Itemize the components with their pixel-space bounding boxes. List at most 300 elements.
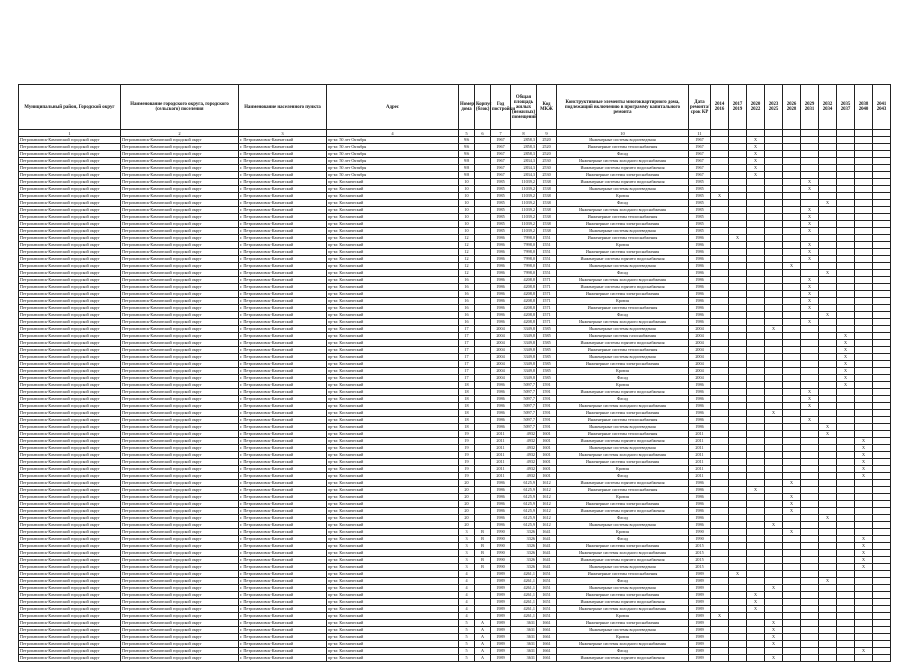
table-cell: 1989 [491, 655, 511, 662]
table-cell [475, 452, 491, 459]
table-cell: пр-кт. Космический [327, 200, 459, 207]
period-cell [765, 536, 783, 543]
period-cell [711, 578, 729, 585]
period-cell [855, 354, 873, 361]
table-cell: Петропавловск-Камчатский городской округ [121, 354, 239, 361]
table-cell: пр-кт. Космический [327, 389, 459, 396]
period-cell [873, 627, 891, 634]
table-cell: 2004 [689, 361, 711, 368]
table-cell: Инженерные системы горячего водоснабжения [557, 179, 689, 186]
period-cell [765, 473, 783, 480]
table-cell: Инженерные системы горячего водоснабжения [557, 284, 689, 291]
column-number [837, 130, 855, 137]
table-cell: г. Петропавловск-Камчатский [239, 599, 327, 606]
period-cell [837, 578, 855, 585]
table-cell [475, 368, 491, 375]
table-cell: Петропавловск-Камчатский городской округ [121, 438, 239, 445]
period-cell [873, 151, 891, 158]
period-cell [765, 333, 783, 340]
table-cell: г. Петропавловск-Камчатский [239, 158, 327, 165]
table-cell: 19 [459, 466, 475, 473]
table-row [19, 494, 891, 501]
table-cell: 1612 [537, 501, 557, 508]
table-cell: 1591 [537, 396, 557, 403]
period-cell [711, 249, 729, 256]
period-cell [855, 249, 873, 256]
period-cell [711, 277, 729, 284]
table-cell: г. Петропавловск-Камчатский [239, 249, 327, 256]
table-cell: 20 [459, 494, 475, 501]
table-cell: 1985 [689, 221, 711, 228]
period-cell [729, 431, 747, 438]
table-cell: 2011 [689, 466, 711, 473]
table-cell: 1967 [689, 158, 711, 165]
period-cell [855, 221, 873, 228]
table-row [19, 319, 891, 326]
period-cell [711, 284, 729, 291]
table-cell: 2011 [689, 438, 711, 445]
table-cell: 18 [459, 403, 475, 410]
period-cell [837, 193, 855, 200]
table-cell: Петропавловск-Камчатский городской округ [121, 543, 239, 550]
table-cell: пр-кт. Космический [327, 333, 459, 340]
period-cell [765, 305, 783, 312]
table-cell: Петропавловск-Камчатский городской округ [19, 333, 121, 340]
period-cell [747, 291, 765, 298]
table-cell: г. Петропавловск-Камчатский [239, 501, 327, 508]
period-cell [711, 368, 729, 375]
table-cell: В [475, 543, 491, 550]
table-cell: 1986 [689, 298, 711, 305]
table-cell: Кровля [557, 382, 689, 389]
table-cell: 3349,8 [511, 333, 537, 340]
table-cell: г. Петропавловск-Камчатский [239, 368, 327, 375]
table-cell: Инженерные системы холодного водоснабжения [557, 158, 689, 165]
period-cell [855, 627, 873, 634]
period-cell [729, 256, 747, 263]
table-cell: 4932 [511, 466, 537, 473]
table-cell: 1986 [689, 312, 711, 319]
period-cell [855, 193, 873, 200]
table-cell: 18 [459, 410, 475, 417]
period-cell: X [747, 487, 765, 494]
period-cell: X [819, 312, 837, 319]
table-cell [475, 172, 491, 179]
period-cell [837, 396, 855, 403]
table-cell: 1967 [491, 151, 511, 158]
period-cell [819, 459, 837, 466]
table-cell [475, 284, 491, 291]
table-cell: В [475, 564, 491, 571]
table-cell: Инженерные системы водоотведения [557, 354, 689, 361]
period-cell [819, 165, 837, 172]
period-cell [837, 151, 855, 158]
period-cell [873, 235, 891, 242]
table-cell: пр-кт. Космический [327, 536, 459, 543]
period-cell: X [747, 158, 765, 165]
table-cell: Петропавловск-Камчатский городской округ [19, 207, 121, 214]
table-cell: 1585 [537, 326, 557, 333]
table-row [19, 515, 891, 522]
table-cell: г. Петропавловск-Камчатский [239, 326, 327, 333]
table-cell: Инженерные системы горячего водоснабжения [557, 438, 689, 445]
table-cell: 20 [459, 501, 475, 508]
table-cell: пр-кт. Космический [327, 417, 459, 424]
table-cell: г. Петропавловск-Камчатский [239, 277, 327, 284]
table-cell: 6125,9 [511, 487, 537, 494]
period-cell [711, 557, 729, 564]
table-cell: 1985 [491, 221, 511, 228]
table-cell: Петропавловск-Камчатский городской округ [121, 578, 239, 585]
table-cell: 2004 [491, 368, 511, 375]
period-cell [729, 550, 747, 557]
table-row [19, 221, 891, 228]
period-cell [873, 641, 891, 648]
table-cell: 1986 [491, 403, 511, 410]
period-cell [747, 207, 765, 214]
table-cell: пр-кт. Космический [327, 207, 459, 214]
table-cell: 5 [459, 627, 475, 634]
period-cell: X [765, 410, 783, 417]
table-cell: 1985 [491, 193, 511, 200]
table-cell: г. Петропавловск-Камчатский [239, 270, 327, 277]
period-cell [729, 347, 747, 354]
table-cell: 3326 [511, 557, 537, 564]
period-cell [873, 620, 891, 627]
period-cell [819, 235, 837, 242]
period-cell [783, 606, 801, 613]
period-cell [801, 543, 819, 550]
table-cell [475, 396, 491, 403]
period-cell [711, 599, 729, 606]
period-cell [873, 599, 891, 606]
table-cell: Инженерные системы холодного водоснабжения [557, 319, 689, 326]
table-cell: г. Петропавловск-Камчатский [239, 242, 327, 249]
table-row [19, 368, 891, 375]
table-cell: 1967 [491, 172, 511, 179]
period-cell [855, 655, 873, 662]
table-cell: 1661 [537, 620, 557, 627]
period-cell [783, 186, 801, 193]
period-cell [747, 214, 765, 221]
table-cell: 1641 [537, 557, 557, 564]
table-cell: Петропавловск-Камчатский городской округ [19, 543, 121, 550]
period-cell [819, 179, 837, 186]
table-cell: пр-кт. 50 лет Октября [327, 172, 459, 179]
column-header: 2023 2025 [765, 85, 783, 130]
period-cell [783, 627, 801, 634]
table-cell: Петропавловск-Камчатский городской округ [19, 648, 121, 655]
period-cell [711, 487, 729, 494]
table-cell: 1986 [491, 410, 511, 417]
table-cell [475, 445, 491, 452]
period-cell [747, 438, 765, 445]
table-row [19, 291, 891, 298]
table-cell: Петропавловск-Камчатский городской округ [19, 186, 121, 193]
period-cell: X [819, 424, 837, 431]
period-cell [819, 473, 837, 480]
table-cell: 2011 [491, 473, 511, 480]
period-cell [837, 326, 855, 333]
table-row [19, 522, 891, 529]
table-cell: Инженерные системы электроснабжения [557, 249, 689, 256]
table-cell: 16 [459, 319, 475, 326]
period-cell [729, 438, 747, 445]
table-cell: пр-кт. Космический [327, 599, 459, 606]
table-cell: 1538 [537, 186, 557, 193]
table-cell: пр-кт. Космический [327, 522, 459, 529]
table-cell: Петропавловск-Камчатский городской округ [19, 571, 121, 578]
period-cell [783, 214, 801, 221]
period-cell [837, 270, 855, 277]
table-cell: Инженерные системы водоотведения [557, 186, 689, 193]
table-cell: 1538 [537, 214, 557, 221]
table-row [19, 207, 891, 214]
table-cell: пр-кт. Космический [327, 354, 459, 361]
table-cell: 2004 [689, 375, 711, 382]
period-cell [711, 641, 729, 648]
period-cell [837, 508, 855, 515]
table-cell: 4208,8 [511, 312, 537, 319]
table-cell: 16 [459, 312, 475, 319]
table-cell: Петропавловск-Камчатский городской округ [121, 228, 239, 235]
period-cell [711, 179, 729, 186]
period-cell [765, 438, 783, 445]
period-cell [837, 235, 855, 242]
table-cell: 1985 [689, 200, 711, 207]
period-cell [873, 550, 891, 557]
period-cell [801, 522, 819, 529]
period-cell: X [837, 333, 855, 340]
table-cell: 12 [459, 242, 475, 249]
period-cell [819, 221, 837, 228]
period-cell [801, 452, 819, 459]
table-row [19, 606, 891, 613]
table-cell: Петропавловск-Камчатский городской округ [121, 186, 239, 193]
period-cell [729, 200, 747, 207]
table-row [19, 417, 891, 424]
table-row [19, 228, 891, 235]
table-cell: 1986 [491, 263, 511, 270]
table-cell: 1985 [491, 200, 511, 207]
period-cell: X [801, 228, 819, 235]
table-cell [475, 263, 491, 270]
table-cell: 2004 [491, 347, 511, 354]
period-cell [801, 144, 819, 151]
period-cell [783, 543, 801, 550]
period-cell [747, 634, 765, 641]
period-cell [711, 424, 729, 431]
table-cell: Петропавловск-Камчатский городской округ [19, 641, 121, 648]
table-cell: 3631 [511, 634, 537, 641]
table-cell: 2858,3 [511, 144, 537, 151]
period-cell [747, 312, 765, 319]
table-cell: 11039,2 [511, 207, 537, 214]
period-cell [747, 648, 765, 655]
period-cell [729, 396, 747, 403]
table-cell: пр-кт. Космический [327, 459, 459, 466]
table-cell: Петропавловск-Камчатский городской округ [19, 228, 121, 235]
table-cell: Петропавловск-Камчатский городской округ [121, 529, 239, 536]
table-cell: 5 [459, 655, 475, 662]
period-cell [855, 494, 873, 501]
period-cell [819, 354, 837, 361]
period-cell [783, 361, 801, 368]
table-cell: 1985 [689, 179, 711, 186]
table-cell: 4261,1 [511, 571, 537, 578]
period-cell [711, 228, 729, 235]
period-cell [837, 522, 855, 529]
table-cell: 1986 [689, 389, 711, 396]
table-cell: г. Петропавловск-Камчатский [239, 235, 327, 242]
table-cell: пр-кт. Космический [327, 550, 459, 557]
table-cell: 11039,2 [511, 228, 537, 235]
period-cell [711, 340, 729, 347]
table-cell: пр-кт. Космический [327, 242, 459, 249]
table-cell: 2015 [689, 564, 711, 571]
table-row [19, 459, 891, 466]
column-number [783, 130, 801, 137]
period-cell [837, 487, 855, 494]
table-cell: 1571 [537, 312, 557, 319]
table-row [19, 452, 891, 459]
table-cell: Петропавловск-Камчатский городской округ [19, 550, 121, 557]
table-cell: Кровля [557, 466, 689, 473]
table-cell: пр-кт. Космический [327, 431, 459, 438]
table-row [19, 396, 891, 403]
table-row [19, 487, 891, 494]
table-cell: 1989 [491, 599, 511, 606]
period-cell [783, 340, 801, 347]
table-cell: Петропавловск-Камчатский городской округ [19, 487, 121, 494]
period-cell [783, 417, 801, 424]
period-cell [783, 452, 801, 459]
table-cell: г. Петропавловск-Камчатский [239, 613, 327, 620]
period-cell [747, 452, 765, 459]
table-cell: пр-кт. Космический [327, 382, 459, 389]
table-row [19, 200, 891, 207]
table-cell: 1986 [491, 424, 511, 431]
table-cell: 2520 [537, 151, 557, 158]
period-cell [747, 375, 765, 382]
period-cell [711, 466, 729, 473]
period-cell [873, 158, 891, 165]
period-cell [747, 655, 765, 662]
table-cell [475, 137, 491, 144]
column-header: Корпус (блок) [475, 85, 491, 130]
period-cell [747, 256, 765, 263]
table-cell: г. Петропавловск-Камчатский [239, 179, 327, 186]
period-cell [711, 445, 729, 452]
table-row [19, 438, 891, 445]
period-cell [747, 284, 765, 291]
table-cell [475, 249, 491, 256]
period-cell [837, 501, 855, 508]
period-cell [855, 270, 873, 277]
table-cell: 1538 [537, 207, 557, 214]
table-cell: г. Петропавловск-Камчатский [239, 291, 327, 298]
table-cell: 1612 [537, 487, 557, 494]
period-cell [729, 473, 747, 480]
period-cell [729, 627, 747, 634]
period-cell [747, 627, 765, 634]
period-cell [819, 438, 837, 445]
period-cell [729, 144, 747, 151]
table-cell: Петропавловск-Камчатский городской округ [19, 606, 121, 613]
table-cell: 1591 [537, 417, 557, 424]
table-row [19, 466, 891, 473]
period-cell [729, 340, 747, 347]
period-cell [711, 165, 729, 172]
period-cell [855, 368, 873, 375]
table-cell: 1651 [537, 578, 557, 585]
table-cell: 16 [459, 305, 475, 312]
table-cell: 16 [459, 298, 475, 305]
table-cell: 1990 [491, 550, 511, 557]
table-cell: 3349,8 [511, 361, 537, 368]
period-cell [729, 543, 747, 550]
table-cell: 17 [459, 354, 475, 361]
table-cell: пр-кт. Космический [327, 438, 459, 445]
period-cell [765, 165, 783, 172]
table-cell: 17 [459, 368, 475, 375]
table-cell: 4 [459, 578, 475, 585]
table-cell: 5097,7 [511, 382, 537, 389]
table-cell: Петропавловск-Камчатский городской округ [121, 347, 239, 354]
period-cell [873, 263, 891, 270]
table-cell: Петропавловск-Камчатский городской округ [121, 298, 239, 305]
period-cell [837, 137, 855, 144]
table-cell: 1612 [537, 480, 557, 487]
period-cell [729, 207, 747, 214]
period-cell [855, 291, 873, 298]
table-cell: Петропавловск-Камчатский городской округ [121, 627, 239, 634]
period-cell: X [729, 235, 747, 242]
period-cell: X [855, 466, 873, 473]
period-cell [747, 403, 765, 410]
period-cell [837, 599, 855, 606]
table-cell: 3 [459, 564, 475, 571]
table-cell: 1538 [537, 193, 557, 200]
period-cell [837, 438, 855, 445]
period-cell [765, 200, 783, 207]
table-cell [475, 242, 491, 249]
period-cell [747, 368, 765, 375]
table-header-row [19, 85, 891, 130]
period-cell [747, 445, 765, 452]
table-cell: 1986 [491, 389, 511, 396]
period-cell [747, 459, 765, 466]
period-cell [765, 501, 783, 508]
table-cell: г. Петропавловск-Камчатский [239, 221, 327, 228]
table-cell: Фасад [557, 515, 689, 522]
period-cell [783, 172, 801, 179]
table-cell: 19 [459, 473, 475, 480]
table-cell: Кровля [557, 193, 689, 200]
table-cell [475, 291, 491, 298]
period-cell [711, 207, 729, 214]
table-cell: 1985 [689, 207, 711, 214]
table-cell: 1986 [491, 417, 511, 424]
period-cell [711, 410, 729, 417]
period-cell [765, 452, 783, 459]
table-cell: г. Петропавловск-Камчатский [239, 529, 327, 536]
table-cell: 4932 [511, 473, 537, 480]
period-cell [819, 382, 837, 389]
table-cell: Петропавловск-Камчатский городской округ [19, 536, 121, 543]
table-cell: Петропавловск-Камчатский городской округ [19, 312, 121, 319]
table-row [19, 620, 891, 627]
